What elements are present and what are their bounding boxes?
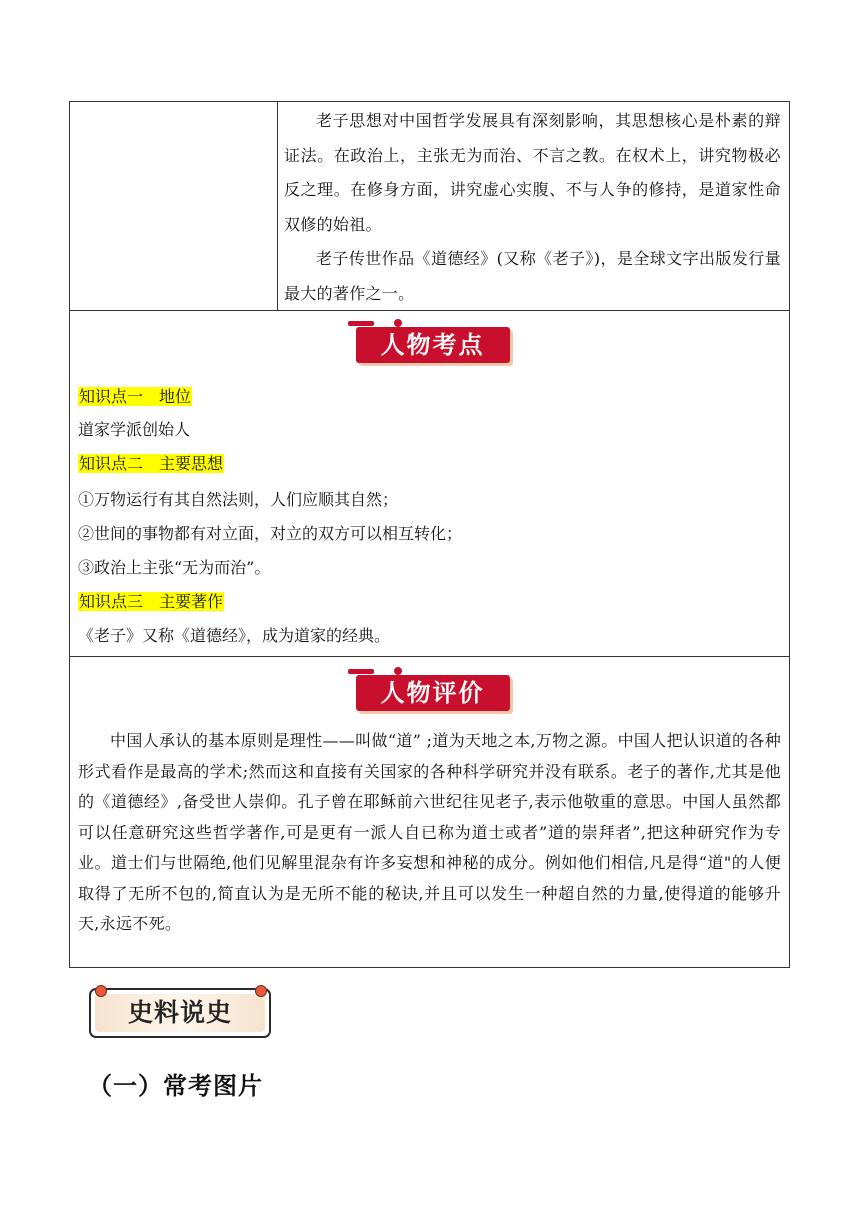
kp-3-line-1: 《老子》又称《道德经》，成为道家的经典。 [78, 626, 391, 645]
intro-paragraph-2: 老子传世作品《道德经》(又称《老子》)，是全球文字出版发行量最大的著作之一。 [284, 249, 781, 303]
info-table [69, 101, 790, 968]
kp-2-line-1: ①万物运行有其自然法则，人们应顺其自然； [78, 490, 399, 509]
kp-2-line-3: ③政治上主张“无为而治”。 [78, 558, 271, 577]
pingjia-body [78, 726, 781, 940]
kp-1-line-1: 道家学派创始人 [78, 420, 191, 439]
pingjia-banner [348, 665, 512, 713]
kp-heading-1: 知识点一 地位 [79, 387, 192, 406]
intro-right-cell [278, 102, 789, 310]
section-heading: （一）常考图片 [88, 1071, 263, 1100]
shiliao-badge-title: 史料说史 [127, 998, 232, 1027]
kp-heading-3: 知识点三 主要著作 [79, 592, 224, 611]
intro-row [70, 102, 789, 311]
intro-paragraph-1: 老子思想对中国哲学发展具有深刻影响，其思想核心是朴素的辩证法。在政治上，主张无为而治、不言之教。在权术上，讲究物极必反之理。在修身方面，讲究虚心实腹、不与人争的修持，是道家性命双修的始祖。 [284, 111, 781, 234]
kp-heading-2: 知识点二 主要思想 [79, 454, 224, 473]
kaodian-banner-title: 人物考点 [380, 331, 485, 359]
intro-left-cell [70, 102, 278, 310]
kp-2-line-2: ②世间的事物都有对立面，对立的双方可以相互转化； [78, 524, 463, 543]
pingjia-paragraph: 中国人承认的基本原则是理性——叫做“道” ;道为天地之本,万物之源。中国人把认识道的各种形式看作是最高的学术;然而这和直接有关国家的各种科学研究并没有联系。老子的著作,尤其是他的《道德经》,备受世人崇仰。孔子曾在耶稣前六世纪往见老子,表示他敬重的意思。中国人虽然都可以任意研究这些哲学著作,可是更有一派人自已称为道士或者”道的崇拜者”,把这种研究作为专业。道士们与世隔绝,他们见解里混杂有许多妄想和神秘的成分。例如他们相信,凡是得“道"的人便取得了无所不包的,简直认为是无所不能的秘诀,并且可以发生一种超自然的力量,使得道的能够升天,永远不死。 [78, 731, 781, 933]
pingjia-row [70, 657, 789, 967]
kaodian-banner [348, 317, 512, 365]
shiliao-badge [89, 988, 273, 1040]
kaodian-row [70, 311, 789, 657]
pingjia-banner-title: 人物评价 [380, 679, 485, 707]
